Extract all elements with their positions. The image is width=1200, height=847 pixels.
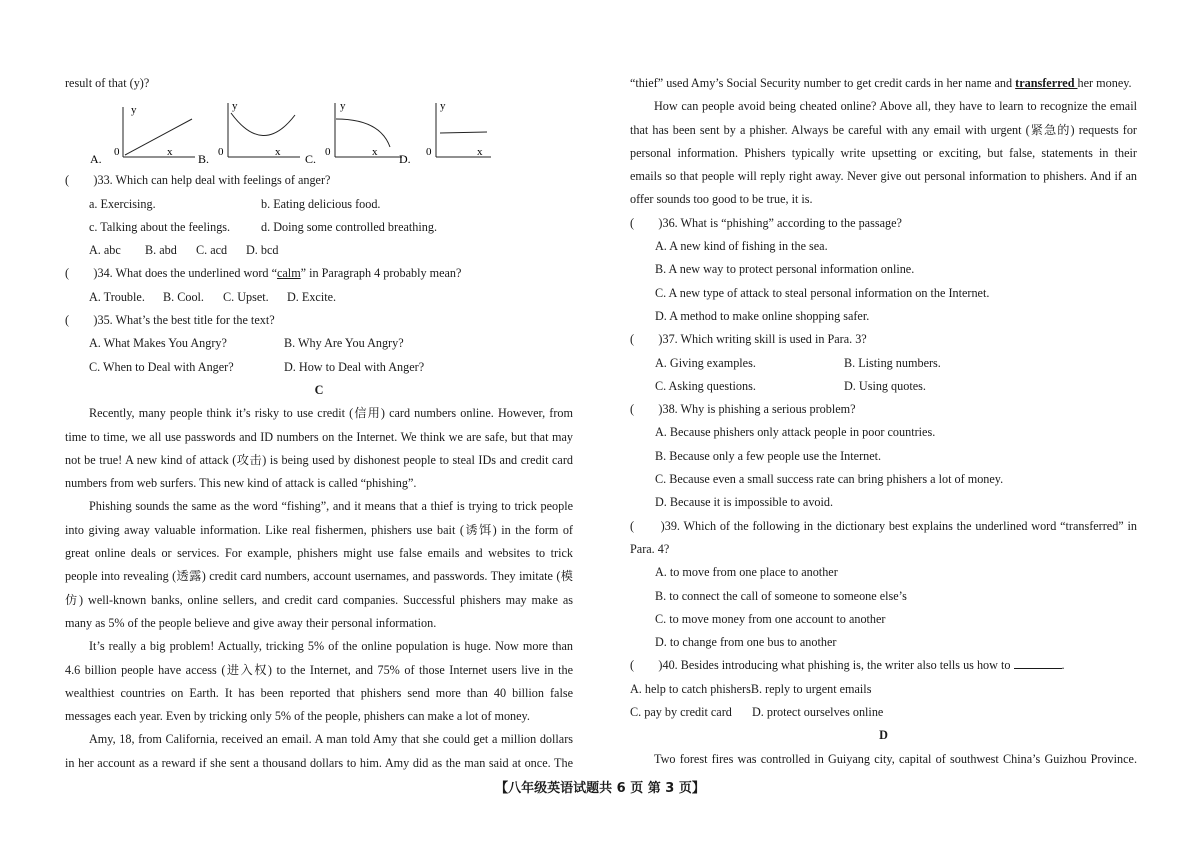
q35-stem: ( )35. What’s the best title for the text?: [65, 313, 275, 328]
q33-choice-d: D. bcd: [246, 243, 279, 258]
q38-option: C. Because even a small success rate can bring phishers a lot of money.: [655, 472, 1004, 487]
passage-d-line: Two forest fires was controlled in Guiyang city, capital of southwest China’s Guizhou Province.: [654, 751, 1137, 766]
q34-pre: ( )34. What does the underlined word “: [65, 266, 277, 281]
q33-options-ab: [65, 193, 573, 216]
graph-b-y: y: [232, 100, 238, 113]
q39-stem-tail: Para. 4?: [630, 541, 670, 556]
q37-c: C. Asking questions.: [655, 378, 756, 393]
q37-b: B. Listing numbers.: [844, 355, 941, 370]
transferred-word: transferred: [1015, 76, 1078, 90]
q39-stem: ( )39. Which of the following in the dictionary best explains the underlined word “transferred” in: [630, 518, 1137, 533]
q33-c: c. Talking about the feelings.: [89, 219, 231, 234]
q39-option: A. to move from one place to another: [655, 565, 838, 580]
q34-choice-c: C. Upset.: [223, 289, 269, 304]
para3-line: 4.6 billion people have access (进入权) to the Internet, and 75% of those Internet users live in the: [65, 662, 573, 677]
graph-c-letter: C.: [305, 152, 317, 167]
q36-option: C. A new type of attack to steal personal information on the Internet.: [655, 285, 990, 300]
q37-stem: ( )37. Which writing skill is used in Para. 3?: [630, 332, 867, 347]
graph-a-x: x: [167, 146, 173, 159]
para3-line: messages each year. Even by tricking only 5% of the people, phishers can make a lot of money.: [65, 709, 530, 724]
q39-option: D. to change from one bus to another: [655, 635, 837, 650]
graph-c-y: y: [340, 100, 346, 113]
q33-stem: ( )33. Which can help deal with feelings of anger?: [65, 173, 331, 188]
section-d-heading: D: [879, 728, 888, 743]
para4-tail-pre: “thief” used Amy’s Social Security number to get credit cards in her name and: [630, 76, 1016, 90]
q33-choices: [65, 239, 573, 262]
graph-d-letter: D.: [399, 152, 411, 167]
graph-a-y: y: [131, 104, 137, 117]
q40-stem: [630, 654, 1137, 677]
para2-line: Phishing sounds the same as the word “fishing”, and it means that a thief is trying to trick people: [89, 499, 573, 514]
q34-word: calm: [276, 266, 301, 281]
graph-c-origin: 0: [325, 146, 331, 159]
q38-option: B. Because only a few people use the Internet.: [655, 448, 882, 463]
para4-line: in her account as a reward if she sent a thousand dollars to him. Amy did as the man said at once. The: [65, 755, 573, 770]
q38-stem: ( )38. Why is phishing a serious problem?: [630, 402, 856, 417]
answer-graphs: [65, 99, 573, 169]
graph-b-origin: 0: [218, 146, 224, 159]
graph-c: [302, 99, 412, 169]
para2-line: many as 5% of the people believe and give away their personal information.: [65, 615, 437, 630]
q38-option: D. Because it is impossible to avoid.: [655, 495, 834, 510]
q35-b: B. Why Are You Angry?: [284, 336, 404, 351]
graph-a-origin: 0: [114, 146, 120, 159]
q33-choice-b: B. abd: [145, 243, 177, 258]
q37-a: A. Giving examples.: [655, 355, 756, 370]
graph-c-x: x: [372, 146, 378, 159]
para1-line: not be true! A new kind of attack (攻击) is being used by dishonest people to steal IDs and credit card: [65, 452, 573, 467]
para4-line: Amy, 18, from California, received an email. A man told Amy that she could get a million dollars: [89, 732, 573, 747]
graph-d: [399, 99, 509, 169]
para1-line: time to time, we all use passwords and ID numbers on the Internet. We think we are safe, but that may: [65, 429, 573, 444]
para5-line: How can people avoid being cheated online? Above all, they have to learn to recognize the email: [654, 99, 1137, 114]
q34-stem: [65, 262, 573, 285]
q33-b: b. Eating delicious food.: [261, 196, 381, 211]
right-column: [630, 72, 1137, 771]
q34-post: ” in Paragraph 4 probably mean?: [300, 266, 462, 281]
para5-line: offer sounds too good to be true, it is.: [630, 192, 813, 207]
q32-tail: result of that (y)?: [65, 76, 150, 90]
q36-option: D. A method to make online shopping safer.: [655, 308, 870, 323]
q33-choice-c: C. acd: [196, 243, 228, 258]
para5-line: that has been sent by a phisher. Always be careful with any email with urgent (紧急的) requests for: [630, 122, 1137, 137]
graph-d-origin: 0: [426, 146, 432, 159]
q40-text: ( )40. Besides introducing what phishing is, the writer also tells us how to: [630, 658, 1011, 673]
para4-tail-post: her money.: [1077, 76, 1132, 90]
para2-line: people into revealing (透露) credit card numbers, account usernames, and passwords. They imitate (模: [65, 569, 573, 584]
graph-d-y: y: [440, 100, 446, 113]
graph-a-letter: A.: [90, 152, 102, 167]
section-c-heading: C: [314, 382, 324, 397]
q39-option: C. to move money from one account to another: [655, 611, 886, 626]
q40-d: D. protect ourselves online: [752, 705, 884, 720]
para5-line: emails so that people will reply right away. Never give out personal information to phishers. And if an: [630, 169, 1137, 184]
q35-c: C. When to Deal with Anger?: [89, 359, 234, 374]
q36-option: A. A new kind of fishing in the sea.: [655, 239, 828, 254]
q36-option: B. A new way to protect personal information online.: [655, 262, 915, 277]
q37-options-ab: [630, 352, 1137, 375]
q40-c: C. pay by credit card: [630, 705, 732, 720]
para3-line: wealthiest countries on Earth. It has been reported that phishers send more than 40 billion false: [65, 685, 573, 700]
q36-stem: ( )36. What is “phishing” according to the passage?: [630, 215, 902, 230]
q33-choice-a: A. abc: [89, 243, 121, 258]
graph-a: [65, 99, 195, 169]
q40-options-ab: A. help to catch phishersB. reply to urgent emails: [630, 681, 872, 696]
q35-options-cd: [65, 356, 573, 379]
para1-line: Recently, many people think it’s risky to use credit (信用) card numbers online. However, from: [89, 406, 573, 421]
para2-line: into giving away valuable information. Like real fishermen, phishers use bait (诱饵) in the form of: [65, 522, 573, 537]
q33-a: a. Exercising.: [89, 196, 156, 211]
q34-choice-d: D. Excite.: [287, 289, 337, 304]
para5-line: personal information. Phishers typically write upsetting or exciting, but false, statements in their: [630, 145, 1137, 160]
q35-a: A. What Makes You Angry?: [89, 336, 227, 351]
left-column: [65, 72, 573, 775]
q37-options-cd: [630, 375, 1137, 398]
q40-end: .: [1061, 658, 1065, 673]
q40-answer-blank: [1014, 656, 1062, 669]
para1-line: numbers from web surfers. This new kind of attack is called “phishing”.: [65, 476, 417, 491]
para4-tail: [630, 72, 1137, 95]
q35-options-ab: [65, 332, 573, 355]
para2-line: great online deals or services. For example, phishers might use false emails and websites to trick: [65, 546, 573, 561]
page-footer: 【八年级英语试题共 6 页 第 3 页】: [495, 781, 705, 796]
graph-b-x: x: [275, 146, 281, 159]
para2-line: 仿) well-known banks, online sellers, and credit card companies. Successful phishers may make as: [65, 592, 573, 607]
q37-d: D. Using quotes.: [844, 378, 926, 393]
para3-line: It’s really a big problem! Actually, tricking 5% of the online population is huge. Now more than: [89, 639, 573, 654]
q34-choice-a: A. Trouble.: [89, 289, 145, 304]
q40-options-cd: [630, 701, 1137, 724]
q38-option: A. Because phishers only attack people in poor countries.: [655, 425, 936, 440]
q34-choice-b: B. Cool.: [163, 289, 204, 304]
q35-d: D. How to Deal with Anger?: [284, 359, 425, 374]
graph-b: [195, 99, 305, 169]
graph-d-x: x: [477, 146, 483, 159]
q33-options-cd: [65, 216, 573, 239]
q39-option: B. to connect the call of someone to someone else’s: [655, 588, 907, 603]
q33-d: d. Doing some controlled breathing.: [261, 219, 438, 234]
graph-b-letter: B.: [198, 152, 210, 167]
q34-choices: [65, 286, 573, 309]
